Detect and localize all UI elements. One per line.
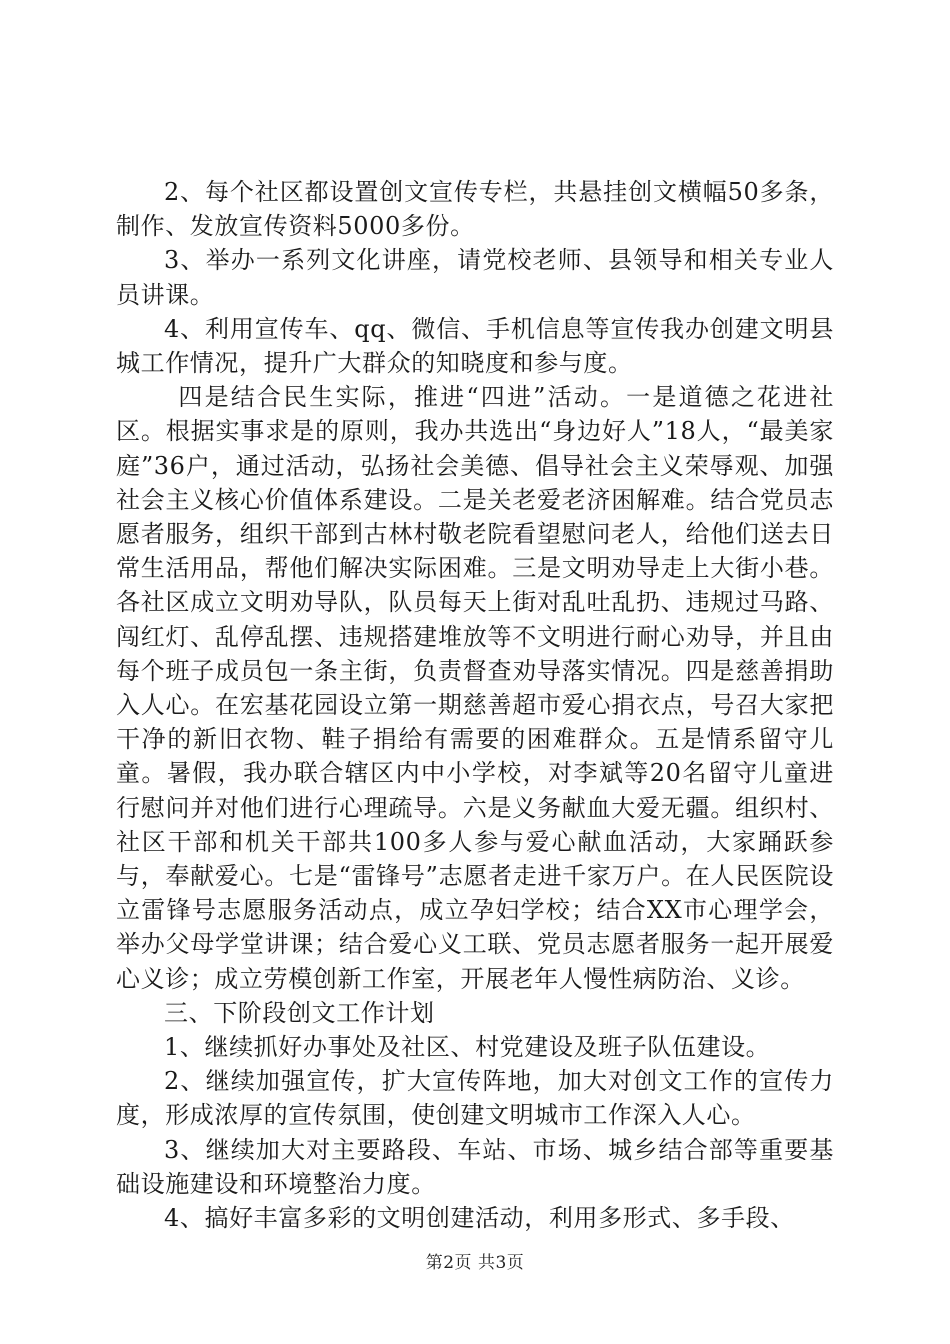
paragraph-plan-item-3: 3、继续加大对主要路段、车站、市场、城乡结合部等重要基础设施建设和环境整治力度。 — [116, 1135, 834, 1198]
paragraph-plan-item-2: 2、继续加强宣传，扩大宣传阵地，加大对创文工作的宣传力度，形成浓厚的宣传氛围，使创建文明城市工作深入人心。 — [116, 1067, 834, 1130]
section-heading-next-plan: 三、下阶段创文工作计划 — [164, 998, 435, 1027]
paragraph-four-entries: 四是结合民生实际，推进“四进”活动。一是道德之花进社区。根据实事求是的原则，我办共选出“身边好人”18人，“最美家庭”36户，通过活动，弘扬社会美德、倡导社会主义荣辱观、加强社会主义核心价值体系建设。二是关老爱老济困解难。结合党员志愿者服务，组织干部到古林村敬老院看望慰问老人，给他们送去日常生活用品，帮他们解决实际困难。三是文明劝导走上大街小巷。各社区成立文明劝导队，队员每天上街对乱吐乱扔、违规过马路、闯红灯、乱停乱摆、违规搭建堆放等不文明进行耐心劝导，并且由每个班子成员包一条主街，负责督查劝导落实情况。四是慈善捐助入人心。在宏基花园设立第一期慈善超市爱心捐衣点，号召大家把干净的新旧衣物、鞋子捐给有需要的困难群众。五是情系留守儿童。暑假，我办联合辖区内中小学校，对李斌等20名留守儿童进行慰问并对他们进行心理疏导。六是义务献血大爱无疆。组织村、社区干部和机关干部共100多人参与爱心献血活动，大家踊跃参与，奉献爱心。七是“雷锋号”志愿者走进千家万户。在人民医院设立雷锋号志愿服务活动点，成立孕妇学校；结合XX市心理学会，举办父母学堂讲课；结合爱心义工联、党员志愿者服务一起开展爱心义诊；成立劳模创新工作室，开展老年人慢性病防治、义诊。 — [116, 383, 834, 993]
paragraph-lectures: 3、举办一系列文化讲座，请党校老师、县领导和相关专业人员讲课。 — [116, 246, 834, 309]
paragraph-plan-item-4: 4、搞好丰富多彩的文明创建活动，利用多形式、多手段、 — [164, 1204, 795, 1233]
paragraph-publicity-column: 2、每个社区都设置创文宣传专栏，共悬挂创文横幅50多条，制作、发放宣传资料5000多份。 — [116, 178, 834, 241]
page-number-footer: 第2页 共3页 — [425, 1253, 525, 1273]
paragraph-plan-item-1: 1、继续抓好办事处及社区、村党建设及班子队伍建设。 — [164, 1033, 771, 1062]
document-body — [116, 175, 834, 1235]
paragraph-media-publicity: 4、利用宣传车、qq、微信、手机信息等宣传我办创建文明县城工作情况，提升广大群众的知晓度和参与度。 — [116, 314, 834, 378]
